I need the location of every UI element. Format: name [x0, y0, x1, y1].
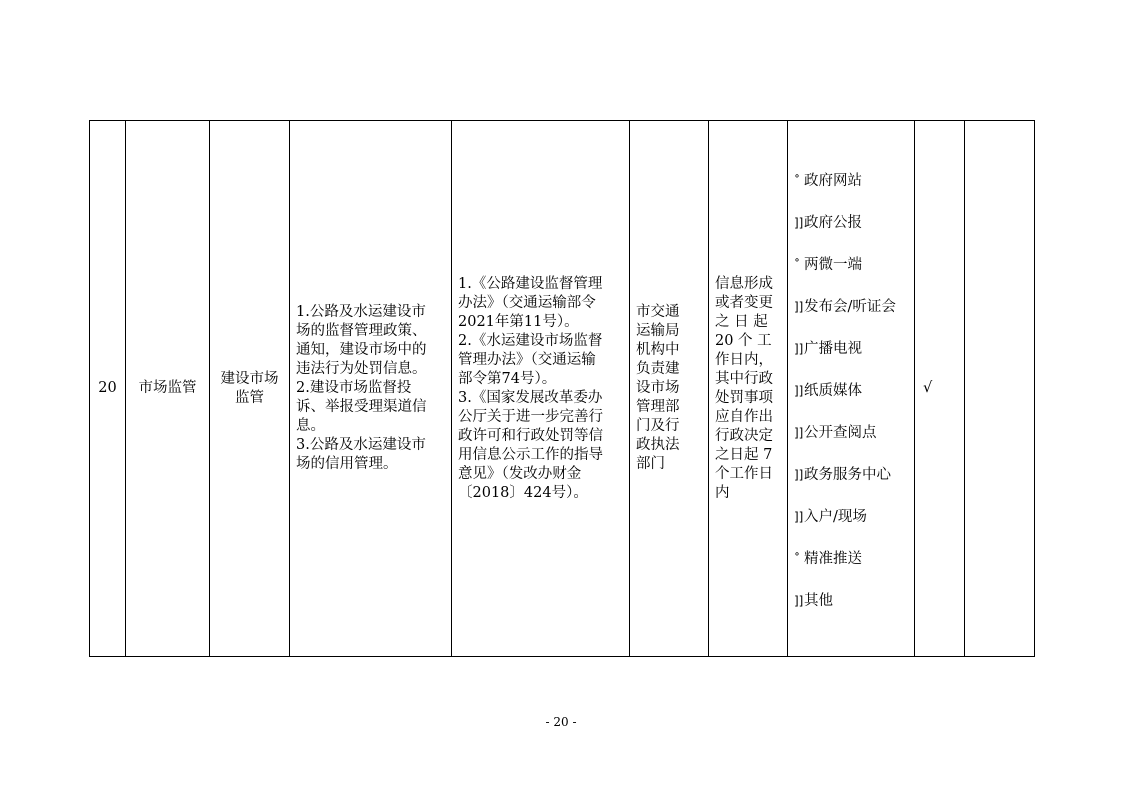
item-cell: [210, 121, 290, 657]
time-line: 之 日 起: [715, 313, 768, 330]
content-line: 诉、举报受理渠道信: [296, 399, 427, 415]
item-line: 建设市场: [220, 370, 279, 387]
time-line: 行政决定: [715, 427, 773, 444]
channel-option[interactable]: [794, 423, 908, 465]
empty-cell: [965, 121, 1035, 657]
row-number: 20: [98, 380, 117, 396]
check-cell: [915, 121, 965, 657]
content-cell: [290, 121, 452, 657]
channel-option[interactable]: [794, 213, 908, 255]
time-line: 个工作日: [715, 465, 773, 482]
subject-line: 运输局: [636, 323, 680, 339]
time-line: 之日起 7: [715, 446, 773, 463]
time-line: 内: [715, 484, 730, 501]
channel-label: 纸质媒体: [804, 383, 862, 399]
time-line: 或者变更: [715, 294, 773, 311]
checkbox-icon[interactable]: ˚: [794, 174, 800, 188]
subject-cell: [630, 121, 709, 657]
channel-label: 公开查阅点: [804, 425, 877, 441]
channel-label: 发布会/听证会: [804, 299, 896, 315]
time-line: 应自作出: [715, 408, 773, 425]
subject-line: 管理部: [636, 399, 680, 415]
channel-label: 其他: [804, 593, 833, 609]
basis-line: 2.《水运建设市场监督: [458, 332, 603, 349]
channel-label: 入户/现场: [804, 509, 867, 525]
time-limit-cell: [709, 121, 788, 657]
time-line: 20 个 工: [715, 332, 772, 349]
checkbox-icon[interactable]: ]]: [794, 426, 804, 440]
channel-label: 政府网站: [804, 173, 862, 189]
basis-line: 3.《国家发展改革委办: [458, 389, 603, 406]
channel-option[interactable]: [794, 465, 908, 507]
basis-line: 公厅关于进一步完善行: [458, 408, 603, 425]
row-number-cell: [90, 121, 126, 657]
disclosure-table: [89, 120, 1035, 657]
channel-label: 广播电视: [804, 341, 862, 357]
channel-option[interactable]: [794, 255, 908, 297]
checkbox-icon[interactable]: ]]: [794, 216, 804, 230]
subject-line: 机构中: [636, 342, 680, 358]
checkbox-icon[interactable]: ]]: [794, 594, 804, 608]
table-row: [90, 121, 1035, 657]
subject-line: 市交通: [636, 304, 680, 320]
checkbox-icon[interactable]: ]]: [794, 510, 804, 524]
checkbox-icon[interactable]: ]]: [794, 384, 804, 398]
category-text: 市场监管: [138, 380, 197, 396]
basis-cell: [452, 121, 630, 657]
checkbox-icon[interactable]: ]]: [794, 300, 804, 314]
channel-option[interactable]: [794, 549, 908, 591]
content-line: 1.公路及水运建设市: [296, 304, 426, 320]
channels-cell: [788, 121, 915, 657]
content-line: 息。: [296, 418, 325, 434]
basis-line: 管理办法》（交通运输: [458, 351, 596, 368]
channel-option[interactable]: [794, 507, 908, 549]
content-line: 3.公路及水运建设市: [296, 437, 426, 453]
channel-option[interactable]: [794, 381, 908, 423]
channel-option[interactable]: [794, 297, 908, 339]
time-line: 信息形成: [715, 275, 773, 292]
channel-option[interactable]: [794, 339, 908, 381]
channel-label: 两微一端: [804, 257, 862, 273]
basis-line: 2021年第11号）。: [458, 313, 579, 330]
channel-label: 精准推送: [804, 551, 862, 567]
basis-line: 〔2018〕424号）。: [458, 484, 588, 501]
subject-line: 门及行: [636, 418, 680, 434]
basis-line: 意见》（发改办财金: [458, 465, 582, 482]
checkbox-icon[interactable]: ˚: [794, 258, 800, 272]
channel-option[interactable]: [794, 591, 908, 633]
channel-label: 政务服务中心: [804, 467, 891, 483]
checkbox-icon[interactable]: ]]: [794, 468, 804, 482]
category-cell: [126, 121, 210, 657]
content-line: 2.建设市场监督投: [296, 380, 412, 396]
content-line: 违法行为处罚信息。: [296, 361, 427, 377]
page-number: - 20 -: [545, 715, 577, 729]
checkbox-icon[interactable]: ]]: [794, 342, 804, 356]
time-line: 作日内，: [715, 351, 773, 368]
channel-label: 政府公报: [804, 215, 862, 231]
content-line: 场的监督管理政策、: [296, 323, 427, 339]
basis-line: 办法》（交通运输部令: [458, 294, 596, 311]
time-line: 其中行政: [715, 370, 773, 387]
subject-line: 负责建: [636, 361, 680, 377]
content-line: 场的信用管理。: [296, 456, 398, 472]
checkbox-icon[interactable]: ˚: [794, 552, 800, 566]
channel-option[interactable]: [794, 171, 908, 213]
subject-line: 部门: [636, 456, 665, 472]
subject-line: 政执法: [636, 437, 680, 453]
time-line: 处罚事项: [715, 389, 773, 406]
basis-line: 政许可和行政处罚等信: [458, 427, 603, 444]
subject-line: 设市场: [636, 380, 680, 396]
check-mark-icon: √: [923, 380, 933, 396]
content-line: 通知，建设市场中的: [296, 342, 427, 358]
item-line: 监管: [235, 389, 264, 406]
basis-line: 部令第74号）。: [458, 370, 557, 387]
basis-line: 用信息公示工作的指导: [458, 446, 603, 463]
basis-line: 1.《公路建设监督管理: [458, 275, 603, 292]
